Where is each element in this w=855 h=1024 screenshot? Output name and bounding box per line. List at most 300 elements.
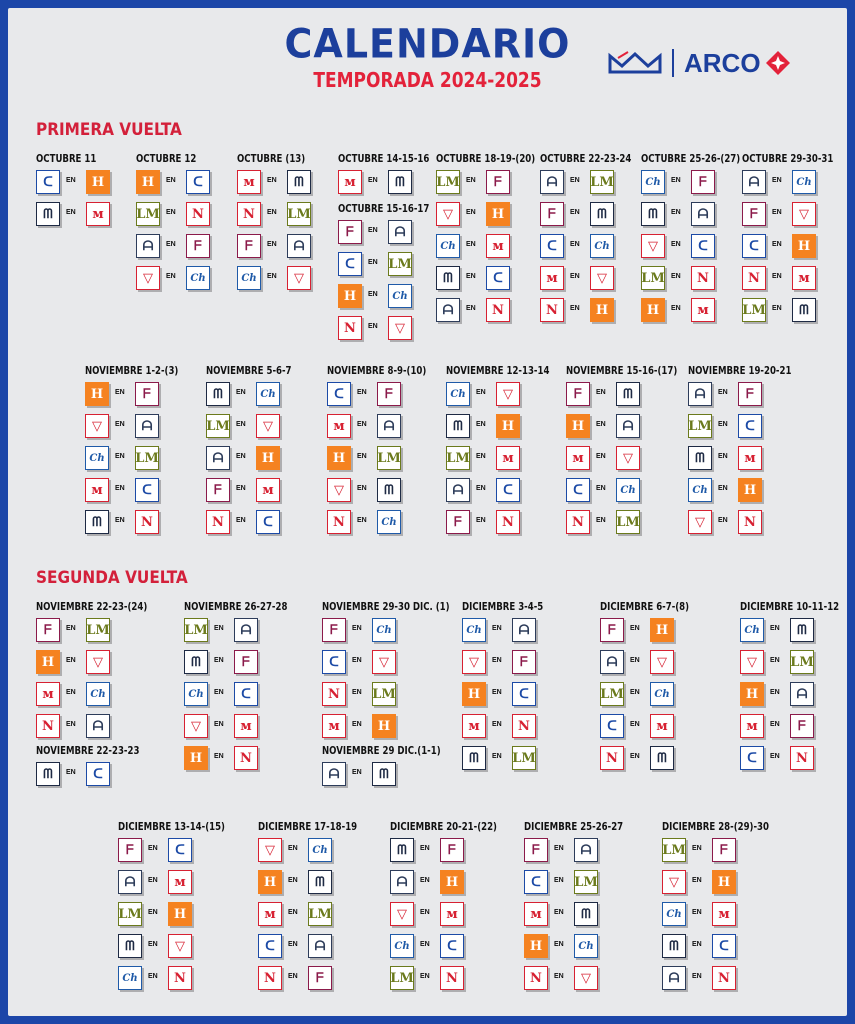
team-logo-icon: ᗩ [206, 446, 230, 470]
game-row [742, 266, 832, 292]
team-logo-icon: LM [377, 446, 401, 470]
game-row [740, 682, 830, 708]
vs-label: EN [671, 305, 681, 312]
game-row [184, 746, 274, 772]
vs-label: EN [267, 209, 277, 216]
vs-label: EN [596, 517, 606, 524]
team-logo-icon: ᗩ [688, 382, 712, 406]
vs-label: EN [115, 517, 125, 524]
vs-label: EN [166, 209, 176, 216]
game-row [85, 414, 175, 440]
team-logo-icon: ▽ [650, 650, 674, 674]
game-row [742, 170, 832, 196]
team-logo-icon: H [590, 298, 614, 322]
team-logo-icon: ᗰ [85, 510, 109, 534]
team-logo-icon: N [496, 510, 520, 534]
team-logo-icon: ▽ [641, 234, 665, 258]
team-logo-icon: LM [372, 682, 396, 706]
vs-label: EN [554, 909, 564, 916]
vs-label: EN [368, 227, 378, 234]
team-logo-icon: LM [600, 682, 624, 706]
block-date-title: NOVIEMBRE 8-9-(10) [327, 364, 427, 377]
team-logo-icon: N [36, 714, 60, 738]
vs-label: EN [66, 625, 76, 632]
team-logo-icon: ▽ [496, 382, 520, 406]
team-logo-icon: ᗰ [688, 446, 712, 470]
game-row [641, 170, 731, 196]
team-logo-icon: LM [742, 298, 766, 322]
game-row [524, 902, 614, 928]
game-row [600, 746, 690, 772]
vs-label: EN [596, 421, 606, 428]
game-row [446, 446, 536, 472]
team-logo-icon: ᗰ [792, 298, 816, 322]
team-logo-icon: ᖴ [234, 650, 258, 674]
game-row [688, 414, 778, 440]
team-logo-icon: ᖴ [540, 202, 564, 226]
team-logo-icon: Ch [377, 510, 401, 534]
game-row [258, 902, 348, 928]
arco-star-icon [765, 50, 791, 76]
game-row [740, 650, 830, 676]
team-logo-icon: ᗩ [136, 234, 160, 258]
vs-label: EN [357, 453, 367, 460]
block-date-title: OCTUBRE 15-16-17 [338, 202, 430, 215]
game-row [436, 266, 526, 292]
team-logo-icon: Ch [118, 966, 142, 990]
game-row [688, 478, 778, 504]
team-logo-icon: ᗩ [234, 618, 258, 642]
game-row [206, 446, 296, 472]
team-logo-icon: LM [287, 202, 311, 226]
game-row [184, 682, 274, 708]
team-logo-icon: ᑕ [86, 762, 110, 786]
team-logo-icon: Ch [388, 284, 412, 308]
block-date-title: DICIEMBRE 28-(29)-30 [662, 820, 769, 833]
game-row [462, 746, 552, 772]
team-logo-icon: ▽ [688, 510, 712, 534]
game-row [237, 234, 327, 260]
team-logo-icon: ᑕ [258, 934, 282, 958]
game-row [600, 650, 690, 676]
vs-label: EN [692, 941, 702, 948]
team-logo-icon: Ch [740, 618, 764, 642]
team-logo-icon: ᗩ [322, 762, 346, 786]
team-logo-icon: ᗩ [308, 934, 332, 958]
team-logo-icon: ᖴ [308, 966, 332, 990]
team-logo-icon: N [234, 746, 258, 770]
team-logo-icon: ᑕ [338, 252, 362, 276]
vs-label: EN [570, 273, 580, 280]
vs-label: EN [352, 689, 362, 696]
game-row [85, 478, 175, 504]
team-logo-icon: ᖴ [118, 838, 142, 862]
game-row [338, 284, 428, 310]
team-logo-icon: ᖴ [600, 618, 624, 642]
game-row [85, 510, 175, 536]
team-logo-icon: ▽ [390, 902, 414, 926]
game-row [566, 478, 656, 504]
game-row [446, 510, 536, 536]
vs-label: EN [66, 721, 76, 728]
game-row [462, 650, 552, 676]
vs-label: EN [352, 769, 362, 776]
block-date-title: DICIEMBRE 13-14-(15) [118, 820, 225, 833]
game-row [390, 966, 480, 992]
team-logo-icon: ᴍ [327, 414, 351, 438]
game-row [662, 870, 752, 896]
team-logo-icon: ᑕ [135, 478, 159, 502]
team-logo-icon: Ch [462, 618, 486, 642]
team-logo-icon: ᗩ [390, 870, 414, 894]
game-row [85, 382, 175, 408]
team-logo-icon: Ch [256, 382, 280, 406]
vs-label: EN [466, 177, 476, 184]
game-row [524, 838, 614, 864]
team-logo-icon: ᑕ [168, 838, 192, 862]
block-date-title: OCTUBRE 25-26-(27) [641, 152, 741, 165]
vs-label: EN [692, 877, 702, 884]
logo-separator [672, 49, 674, 77]
game-row [446, 414, 536, 440]
vs-label: EN [357, 389, 367, 396]
team-logo-icon: LM [86, 618, 110, 642]
team-logo-icon: ᗰ [36, 202, 60, 226]
game-row [641, 266, 731, 292]
team-logo-icon: ᖴ [338, 220, 362, 244]
team-logo-icon: ▽ [574, 966, 598, 990]
block-date-title: NOVIEMBRE 1-2-(3) [85, 364, 179, 377]
vs-label: EN [148, 941, 158, 948]
game-row [688, 510, 778, 536]
block-date-title: OCTUBRE (13) [237, 152, 306, 165]
vs-label: EN [166, 177, 176, 184]
vs-label: EN [236, 453, 246, 460]
vs-label: EN [368, 291, 378, 298]
team-logo-icon: Ch [372, 618, 396, 642]
game-row [566, 446, 656, 472]
team-logo-icon: ᖴ [322, 618, 346, 642]
game-row [206, 510, 296, 536]
team-logo-icon: N [566, 510, 590, 534]
vs-label: EN [288, 877, 298, 884]
game-row [36, 682, 126, 708]
team-logo-icon: ᴍ [256, 478, 280, 502]
block-date-title: NOVIEMBRE 22-23-(24) [36, 600, 148, 613]
vs-label: EN [570, 209, 580, 216]
team-logo-icon: ᗩ [512, 618, 536, 642]
team-logo-icon: Ch [86, 682, 110, 706]
team-logo-icon: H [496, 414, 520, 438]
team-logo-icon: LM [616, 510, 640, 534]
game-row [641, 234, 731, 260]
team-logo-icon: ᴍ [234, 714, 258, 738]
team-logo-icon: ᗰ [287, 170, 311, 194]
team-logo-icon: ᴍ [36, 682, 60, 706]
vs-label: EN [115, 485, 125, 492]
block-date-title: DICIEMBRE 17-18-19 [258, 820, 358, 833]
team-logo-icon: ᖴ [790, 714, 814, 738]
game-row [258, 838, 348, 864]
game-row [136, 202, 226, 228]
game-row [327, 478, 417, 504]
game-row [566, 414, 656, 440]
team-logo-icon: ᗩ [388, 220, 412, 244]
team-logo-icon: ᴍ [462, 714, 486, 738]
vs-label: EN [368, 323, 378, 330]
team-logo-icon: ᴍ [712, 902, 736, 926]
vs-label: EN [420, 941, 430, 948]
team-logo-icon: ᑕ [691, 234, 715, 258]
team-logo-icon: N [738, 510, 762, 534]
team-logo-icon: ᴍ [566, 446, 590, 470]
game-row [436, 234, 526, 260]
team-logo-icon: ᴍ [168, 870, 192, 894]
vs-label: EN [236, 485, 246, 492]
vs-label: EN [420, 973, 430, 980]
team-logo-icon: LM [790, 650, 814, 674]
block-date-title: DICIEMBRE 6-7-(8) [600, 600, 690, 613]
team-logo-icon: ᖴ [512, 650, 536, 674]
team-logo-icon: LM [118, 902, 142, 926]
team-logo-icon: H [740, 682, 764, 706]
team-logo-icon: ▽ [256, 414, 280, 438]
team-logo-icon: ᗰ [308, 870, 332, 894]
game-row [206, 382, 296, 408]
team-logo-icon: Ch [308, 838, 332, 862]
game-row [338, 252, 428, 278]
game-row [600, 682, 690, 708]
team-logo-icon: ᑕ [186, 170, 210, 194]
team-logo-icon: ᖴ [377, 382, 401, 406]
block-date-title: OCTUBRE 11 [36, 152, 97, 165]
vs-label: EN [671, 273, 681, 280]
vs-label: EN [368, 177, 378, 184]
vs-label: EN [288, 941, 298, 948]
vs-label: EN [214, 625, 224, 632]
team-logo-icon: ᴍ [650, 714, 674, 738]
vs-label: EN [492, 689, 502, 696]
team-logo-icon: ᖴ [36, 618, 60, 642]
game-row [136, 170, 226, 196]
team-logo-icon: N [742, 266, 766, 290]
team-logo-icon: H [86, 170, 110, 194]
game-row [524, 966, 614, 992]
game-row [462, 714, 552, 740]
game-row [338, 316, 428, 342]
team-logo-icon: ᗰ [590, 202, 614, 226]
vs-label: EN [352, 657, 362, 664]
game-row [524, 934, 614, 960]
team-logo-icon: ᑕ [322, 650, 346, 674]
team-logo-icon: ᴍ [85, 478, 109, 502]
vs-label: EN [770, 657, 780, 664]
team-logo-icon: H [258, 870, 282, 894]
team-logo-icon: ᖴ [135, 382, 159, 406]
game-row [641, 298, 731, 324]
team-logo-icon: ᴍ [338, 170, 362, 194]
section-first-round: PRIMERA VUELTA [36, 120, 182, 140]
team-logo-icon: ᖴ [486, 170, 510, 194]
team-logo-icon: H [738, 478, 762, 502]
team-logo-icon: ᴍ [740, 714, 764, 738]
team-logo-icon: LM [574, 870, 598, 894]
game-row [540, 202, 630, 228]
team-logo-icon: H [524, 934, 548, 958]
game-row [322, 618, 412, 644]
team-logo-icon: ᑕ [327, 382, 351, 406]
team-logo-icon: LM [512, 746, 536, 770]
game-row [390, 838, 480, 864]
vs-label: EN [671, 177, 681, 184]
team-logo-icon: ᗩ [86, 714, 110, 738]
team-logo-icon: ᗩ [616, 414, 640, 438]
vs-label: EN [166, 273, 176, 280]
vs-label: EN [66, 689, 76, 696]
team-logo-icon: ᑕ [256, 510, 280, 534]
block-date-title: OCTUBRE 18-19-(20) [436, 152, 536, 165]
team-logo-icon: ᗩ [574, 838, 598, 862]
vs-label: EN [772, 177, 782, 184]
team-logo-icon: ▽ [85, 414, 109, 438]
game-row [742, 298, 832, 324]
team-logo-icon: ▽ [136, 266, 160, 290]
game-row [540, 234, 630, 260]
game-row [136, 266, 226, 292]
team-logo-icon: ▽ [372, 650, 396, 674]
team-logo-icon: ᗰ [574, 902, 598, 926]
block-date-title: DICIEMBRE 20-21-(22) [390, 820, 497, 833]
vs-label: EN [267, 177, 277, 184]
vs-label: EN [267, 241, 277, 248]
vs-label: EN [718, 453, 728, 460]
game-row [436, 170, 526, 196]
vs-label: EN [214, 689, 224, 696]
vs-label: EN [630, 625, 640, 632]
team-logo-icon: Ch [184, 682, 208, 706]
vs-label: EN [148, 909, 158, 916]
game-row [662, 902, 752, 928]
team-logo-icon: ᗩ [287, 234, 311, 258]
game-row [390, 902, 480, 928]
team-logo-icon: N [600, 746, 624, 770]
team-logo-icon: ᗩ [742, 170, 766, 194]
team-logo-icon: ᖴ [742, 202, 766, 226]
vs-label: EN [148, 877, 158, 884]
sponsor-name: ARCO [684, 47, 761, 78]
team-logo-icon: LM [662, 838, 686, 862]
team-logo-icon: ᴍ [322, 714, 346, 738]
team-logo-icon: N [135, 510, 159, 534]
team-logo-icon: Ch [390, 934, 414, 958]
team-logo-icon: Ch [688, 478, 712, 502]
vs-label: EN [66, 657, 76, 664]
team-logo-icon: ᖴ [186, 234, 210, 258]
team-logo-icon: ᗰ [388, 170, 412, 194]
vs-label: EN [214, 657, 224, 664]
game-row [462, 682, 552, 708]
game-row [327, 382, 417, 408]
game-row [600, 714, 690, 740]
page-title: CALENDARIO [284, 20, 571, 68]
vs-label: EN [357, 421, 367, 428]
vs-label: EN [115, 453, 125, 460]
vs-label: EN [476, 485, 486, 492]
vs-label: EN [770, 753, 780, 760]
vs-label: EN [466, 273, 476, 280]
vs-label: EN [236, 389, 246, 396]
team-logo-icon: ᗩ [790, 682, 814, 706]
team-logo-icon: Ch [590, 234, 614, 258]
team-logo-icon: Ch [616, 478, 640, 502]
game-row [237, 202, 327, 228]
team-logo-icon: ᑕ [234, 682, 258, 706]
vs-label: EN [718, 517, 728, 524]
team-logo-icon: ᗰ [372, 762, 396, 786]
game-row [662, 966, 752, 992]
game-row [540, 266, 630, 292]
vs-label: EN [692, 909, 702, 916]
vs-label: EN [357, 485, 367, 492]
game-row [118, 902, 208, 928]
team-logo-icon: ▽ [184, 714, 208, 738]
team-logo-icon: ᗰ [650, 746, 674, 770]
team-logo-icon: Ch [237, 266, 261, 290]
vs-label: EN [166, 241, 176, 248]
team-logo-icon: LM [136, 202, 160, 226]
team-logo-icon: Ch [436, 234, 460, 258]
team-logo-icon: ᖴ [524, 838, 548, 862]
block-date-title: NOVIEMBRE 22-23-23 [36, 744, 140, 757]
team-logo-icon: ᖴ [440, 838, 464, 862]
game-row [184, 650, 274, 676]
block-date-title: NOVIEMBRE 12-13-14 [446, 364, 550, 377]
game-row [36, 714, 126, 740]
team-logo-icon: ▽ [287, 266, 311, 290]
vs-label: EN [476, 421, 486, 428]
game-row [524, 870, 614, 896]
game-row [338, 220, 428, 246]
vs-label: EN [352, 721, 362, 728]
vs-label: EN [630, 721, 640, 728]
team-logo-icon: ᖴ [446, 510, 470, 534]
game-row [184, 618, 274, 644]
team-logo-icon: ᗰ [790, 618, 814, 642]
team-logo-icon: Ch [792, 170, 816, 194]
team-logo-icon: H [256, 446, 280, 470]
team-logo-icon: H [440, 870, 464, 894]
team-logo-icon: ᴍ [738, 446, 762, 470]
game-row [662, 934, 752, 960]
game-row [742, 234, 832, 260]
vs-label: EN [492, 753, 502, 760]
team-logo-icon: ᴍ [86, 202, 110, 226]
vs-label: EN [770, 689, 780, 696]
team-logo-icon: LM [308, 902, 332, 926]
vs-label: EN [718, 421, 728, 428]
vs-label: EN [148, 973, 158, 980]
block-date-title: DICIEMBRE 25-26-27 [524, 820, 624, 833]
vs-label: EN [214, 721, 224, 728]
vs-label: EN [420, 909, 430, 916]
team-logo-icon: ᗰ [616, 382, 640, 406]
team-logo-icon: Ch [662, 902, 686, 926]
league-logo-icon [608, 50, 662, 76]
team-logo-icon: N [486, 298, 510, 322]
game-row [36, 762, 126, 788]
team-logo-icon: ᖴ [691, 170, 715, 194]
game-row [36, 202, 126, 228]
